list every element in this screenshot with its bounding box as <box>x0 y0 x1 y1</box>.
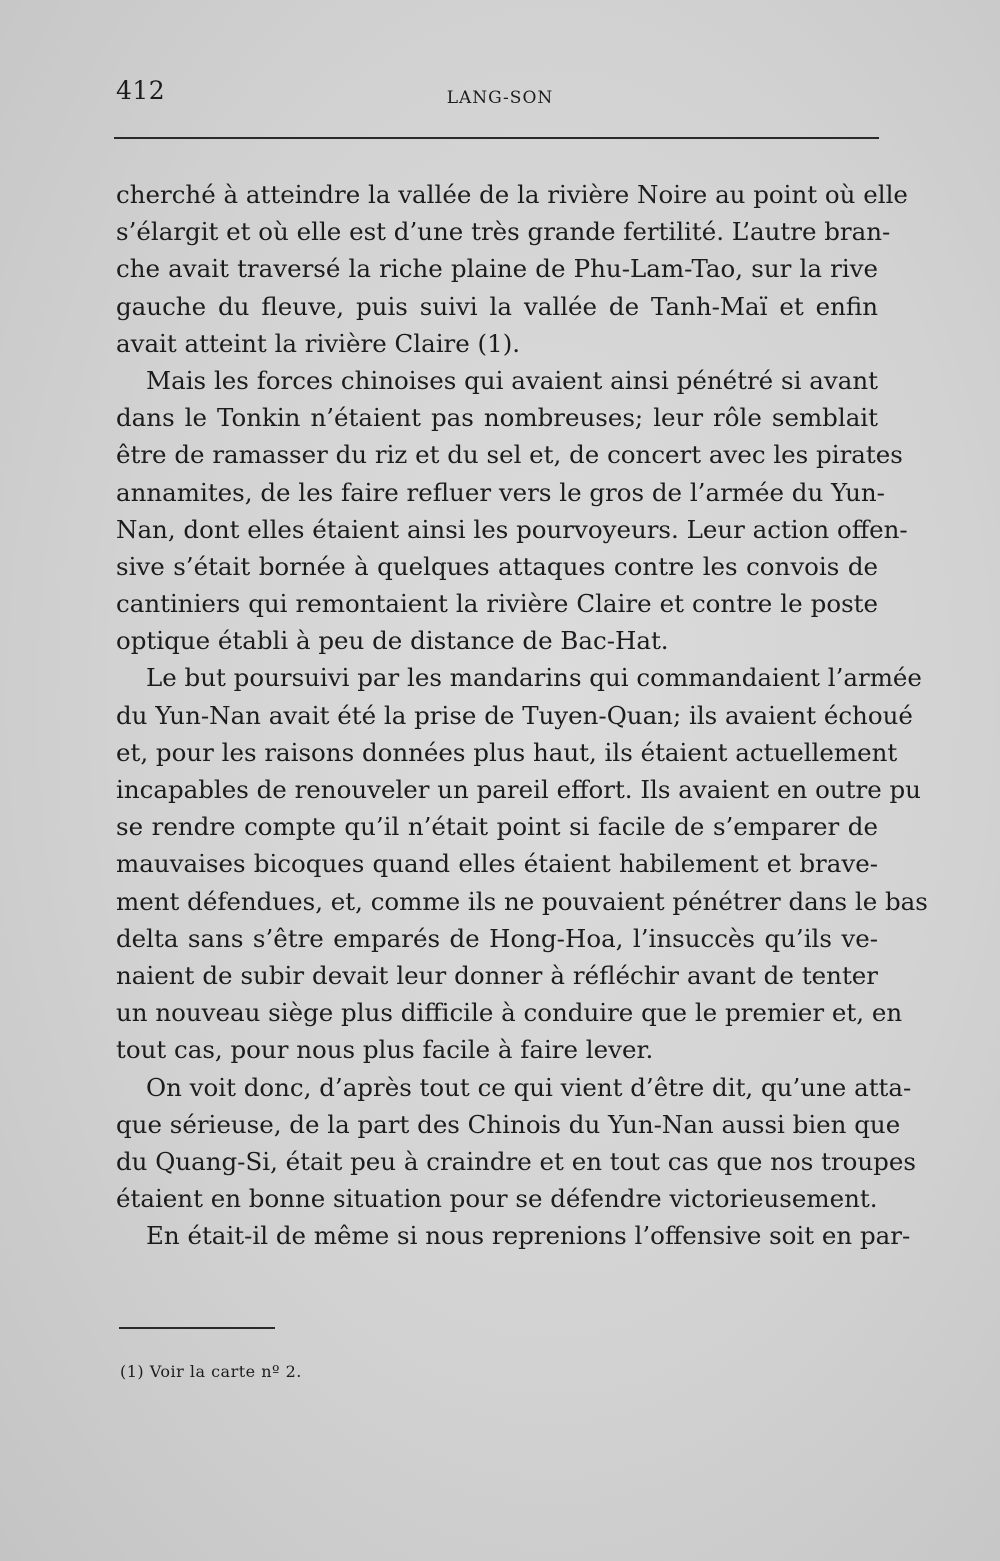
text-line: Mais les forces chinoises qui avaient ainsi pénétré si avant <box>146 365 878 395</box>
text-line: cherché à atteindre la vallée de la rivière Noire au point où elle <box>116 180 908 209</box>
page-number: 412 <box>116 76 166 105</box>
text-line: On voit donc, d’après tout ce qui vient d’être dit, qu’une atta- <box>146 1072 912 1102</box>
text-line: du Quang-Si, était peu à craindre et en tout cas que nos troupes <box>116 1146 916 1176</box>
header-rule <box>114 137 879 139</box>
text-line: se rendre compte qu’il n’était point si facile de s’emparer de <box>116 812 878 842</box>
text-line: delta sans s’être emparés de Hong-Hoa, l’insuccès qu’ils ve- <box>116 923 878 953</box>
text-line: tout cas, pour nous plus facile à faire lever. <box>116 1035 654 1065</box>
footnote-rule <box>119 1327 275 1329</box>
text-line: incapables de renouveler un pareil effort. Ils avaient en outre pu <box>116 775 921 804</box>
text-line: être de ramasser du riz et du sel et, de concert avec les pirates <box>116 440 903 470</box>
text-line: s’élargit et où elle est d’une très grande fertilité. L’autre bran- <box>116 217 891 247</box>
text-line: Le but poursuivi par les mandarins qui commandaient l’armée <box>146 663 922 693</box>
text-line: gauche du fleuve, puis suivi la vallée de Tanh-Maï et enfin <box>116 291 878 321</box>
text-line: En était-il de même si nous reprenions l’offensive soit en par- <box>146 1221 911 1251</box>
body-text <box>116 176 928 1254</box>
footnote: (1) Voir la carte nº 2. <box>120 1362 302 1381</box>
text-line: annamites, de les faire refluer vers le gros de l’armée du Yun- <box>116 477 885 507</box>
running-head: LANG-SON <box>446 88 554 108</box>
text-line: sive s’était bornée à quelques attaques contre les convois de <box>116 551 878 581</box>
text-line: mauvaises bicoques quand elles étaient habilement et brave- <box>116 849 878 879</box>
text-line: naient de subir devait leur donner à réfléchir avant de tenter <box>116 960 878 990</box>
text-line: que sérieuse, de la part des Chinois du Yun-Nan aussi bien que <box>116 1109 901 1139</box>
text-line: optique établi à peu de distance de Bac-Hat. <box>116 626 669 656</box>
text-line: étaient en bonne situation pour se défendre victorieusement. <box>116 1184 878 1214</box>
text-line: Nan, dont elles étaient ainsi les pourvoyeurs. Leur action offen- <box>116 514 908 544</box>
text-line: avait atteint la rivière Claire (1). <box>116 328 521 358</box>
text-line: ment défendues, et, comme ils ne pouvaient pénétrer dans le bas <box>116 886 928 916</box>
text-line: cantiniers qui remontaient la rivière Claire et contre le poste <box>116 589 878 619</box>
text-line: che avait traversé la riche plaine de Phu-Lam-Tao, sur la rive <box>116 254 878 284</box>
text-line: dans le Tonkin n’étaient pas nombreuses; leur rôle semblait <box>116 403 878 433</box>
text-line: et, pour les raisons données plus haut, ils étaient actuellement <box>116 737 898 767</box>
text-line: du Yun-Nan avait été la prise de Tuyen-Quan; ils avaient échoué <box>116 700 913 730</box>
text-line: un nouveau siège plus difficile à conduire que le premier et, en <box>116 998 903 1028</box>
